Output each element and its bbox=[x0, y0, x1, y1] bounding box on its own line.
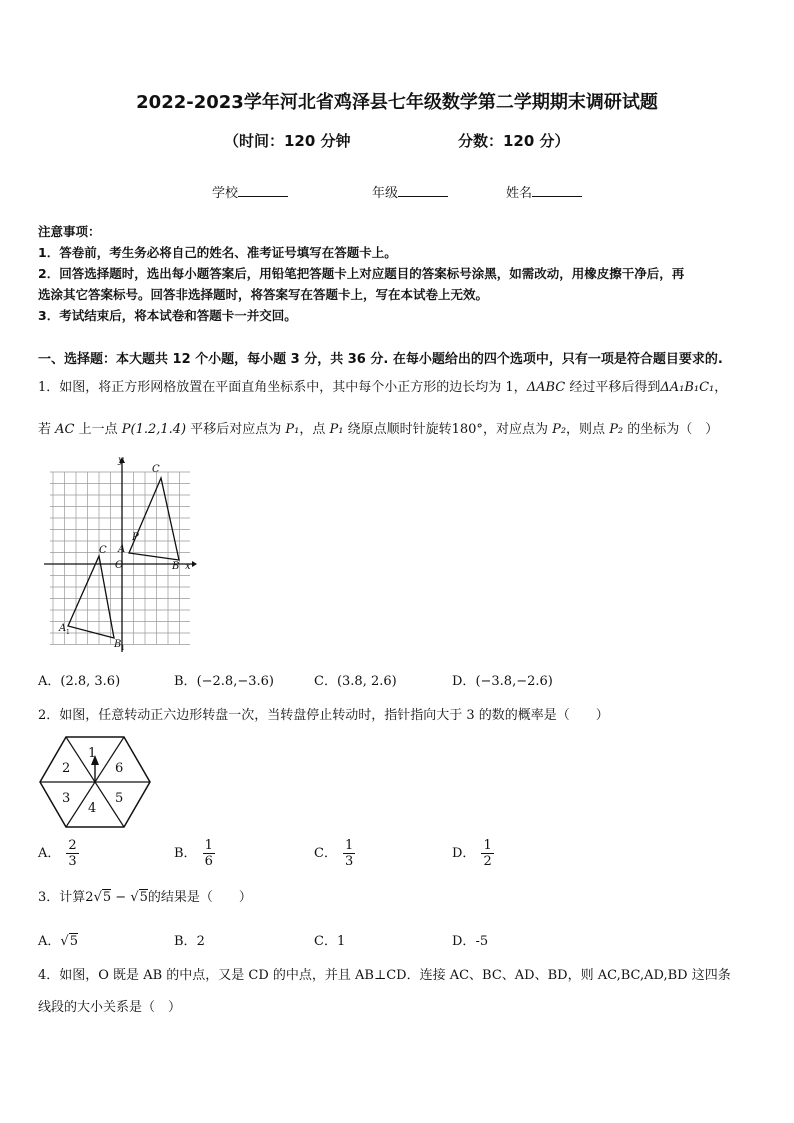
notice-block bbox=[38, 221, 763, 326]
notice-item: 1．答卷前，考生务必将自己的姓名、准考证号填写在答题卡上。 bbox=[38, 245, 397, 260]
q1-text: ， bbox=[714, 380, 728, 395]
q1-math: 180° bbox=[451, 422, 483, 437]
q1-triangle-abc: ΔABC bbox=[526, 380, 566, 395]
fig-label-a1: A bbox=[59, 623, 67, 634]
x-axis-arrow bbox=[192, 561, 197, 567]
q1-text: 若 bbox=[38, 422, 56, 437]
q1-text: 平移后对应点为 bbox=[186, 422, 286, 437]
sector-1: 1 bbox=[88, 746, 97, 761]
q1-option-d: D．(−3.8,−2.6) bbox=[452, 674, 553, 689]
sector-5: 5 bbox=[115, 791, 124, 806]
q1-option-a-value: (2.8, 3.6) bbox=[60, 674, 121, 689]
fig-label-c: C bbox=[152, 464, 160, 475]
notice-heading: 注意事项： bbox=[38, 224, 101, 239]
q1-math: P₂ bbox=[609, 422, 624, 437]
school-field bbox=[212, 182, 288, 201]
triangle-a1b1c1 bbox=[68, 556, 114, 638]
q1-text: ，对应点为 bbox=[482, 422, 553, 437]
q1-option-d-value: (−3.8,−2.6) bbox=[475, 674, 553, 689]
q1-option-b: B．(−2.8,−3.6) bbox=[174, 674, 274, 689]
fig-label-o: O bbox=[115, 560, 124, 571]
question-4-line-2: 线段的大小关系是（ ） bbox=[38, 1000, 182, 1015]
fig-label-b1: B bbox=[114, 639, 122, 650]
q3-option-c: C．1 bbox=[314, 934, 346, 949]
q1-text: 绕原点顺时针旋转 bbox=[343, 422, 452, 437]
q3-option-b: B．2 bbox=[174, 934, 205, 949]
fig-label-a1-sub: 1 bbox=[66, 629, 70, 636]
school-label: 学校 bbox=[212, 186, 239, 201]
notice-item: 2．回答选择题时，选出每小题答案后，用铅笔把答题卡上对应题目的答案标号涂黑，如需改动，用橡皮擦干净后，再 bbox=[38, 266, 685, 281]
fig-label-b: B bbox=[172, 561, 180, 572]
fig-label-x: x bbox=[185, 561, 191, 572]
q1-text: 上一点 bbox=[74, 422, 122, 437]
question-4-line-1: 4．如图，O 既是 AB 的中点，又是 CD 的中点，并且 AB⊥CD．连接 AC、BC、AD、BD，则 AC,BC,AD,BD 这四条 bbox=[38, 968, 731, 983]
q1-option-c-value: (3.8, 2.6) bbox=[336, 674, 397, 689]
page-title: 2022-2023学年河北省鸡泽县七年级数学第二学期期末调研试题 bbox=[136, 92, 658, 113]
q2-option-a: A． $\frac{2}{3}$ bbox=[38, 838, 77, 869]
name-field bbox=[506, 182, 582, 201]
q3-option-d: D．-5 bbox=[452, 934, 489, 949]
q3-option-a: A．√5 bbox=[38, 934, 78, 949]
q1-text: ，点 bbox=[299, 422, 330, 437]
notice-item: 3．考试结束后，将本试卷和答题卡一并交回。 bbox=[38, 308, 297, 323]
q1-math: P₂ bbox=[552, 422, 567, 437]
q1-text: 的坐标为（ ） bbox=[623, 422, 719, 437]
question-1-line-2 bbox=[38, 420, 768, 440]
sector-4: 4 bbox=[88, 801, 97, 816]
question-1-line-1 bbox=[38, 378, 768, 398]
triangle-abc bbox=[129, 478, 179, 560]
question-3-text: 3．计算2√5 − √5的结果是（ ） bbox=[38, 890, 252, 905]
notice-item: 选涂其它答案标号。回答非选择题时，将答案写在答题卡上，写在本试卷上无效。 bbox=[38, 287, 489, 302]
name-blank bbox=[532, 184, 582, 197]
sector-6: 6 bbox=[115, 761, 124, 776]
q2-hexagon-spinner bbox=[38, 733, 152, 831]
sector-2: 2 bbox=[62, 761, 71, 776]
grade-blank bbox=[398, 184, 448, 197]
q1-text: ，则点 bbox=[566, 422, 610, 437]
fig-label-b1-sub: 1 bbox=[121, 645, 125, 652]
q1-option-b-value: (−2.8,−3.6) bbox=[196, 674, 274, 689]
grade-label: 年级 bbox=[372, 186, 399, 201]
q1-math: P₁ bbox=[329, 422, 344, 437]
time-label: （时间：120 分钟 bbox=[224, 132, 351, 150]
q1-math: P₁ bbox=[285, 422, 300, 437]
q2-option-c: C． $\frac{1}{3}$ bbox=[314, 838, 354, 869]
q1-text: 1．如图，将正方形网格放置在平面直角坐标系中，其中每个小正方形的边长均为 1， bbox=[38, 380, 527, 395]
q1-grid-figure bbox=[38, 452, 198, 657]
section-heading: 一、选择题：本大题共 12 个小题，每小题 3 分，共 36 分. 在每小题给出的四个选项中，只有一项是符合题目要求的. bbox=[38, 352, 723, 367]
fig-label-y: y bbox=[118, 455, 124, 466]
fig-label-c1: C bbox=[99, 545, 107, 556]
grade-field bbox=[372, 182, 448, 201]
fig-label-a: A bbox=[118, 544, 126, 555]
q1-text: 经过平移后得到 bbox=[565, 380, 661, 395]
question-2-text: 2．如图，任意转动正六边形转盘一次，当转盘停止转动时，指针指向大于 3 的数的概率是（ ） bbox=[38, 708, 609, 723]
q1-math: AC bbox=[55, 422, 75, 437]
sector-3: 3 bbox=[62, 791, 71, 806]
school-blank bbox=[238, 184, 288, 197]
q2-option-b: B． $\frac{1}{6}$ bbox=[174, 838, 213, 869]
fig-label-p: P bbox=[132, 532, 139, 543]
name-label: 姓名 bbox=[506, 186, 533, 201]
q1-option-a: A．(2.8, 3.6) bbox=[38, 674, 121, 689]
q1-math: P(1.2,1.4) bbox=[121, 422, 187, 437]
q1-option-c: C．(3.8, 2.6) bbox=[314, 674, 397, 689]
q2-option-d: D． $\frac{1}{2}$ bbox=[452, 838, 492, 869]
q1-triangle-a1b1c1: ΔA₁B₁C₁ bbox=[660, 380, 715, 395]
score-label: 分数：120 分） bbox=[458, 132, 570, 150]
